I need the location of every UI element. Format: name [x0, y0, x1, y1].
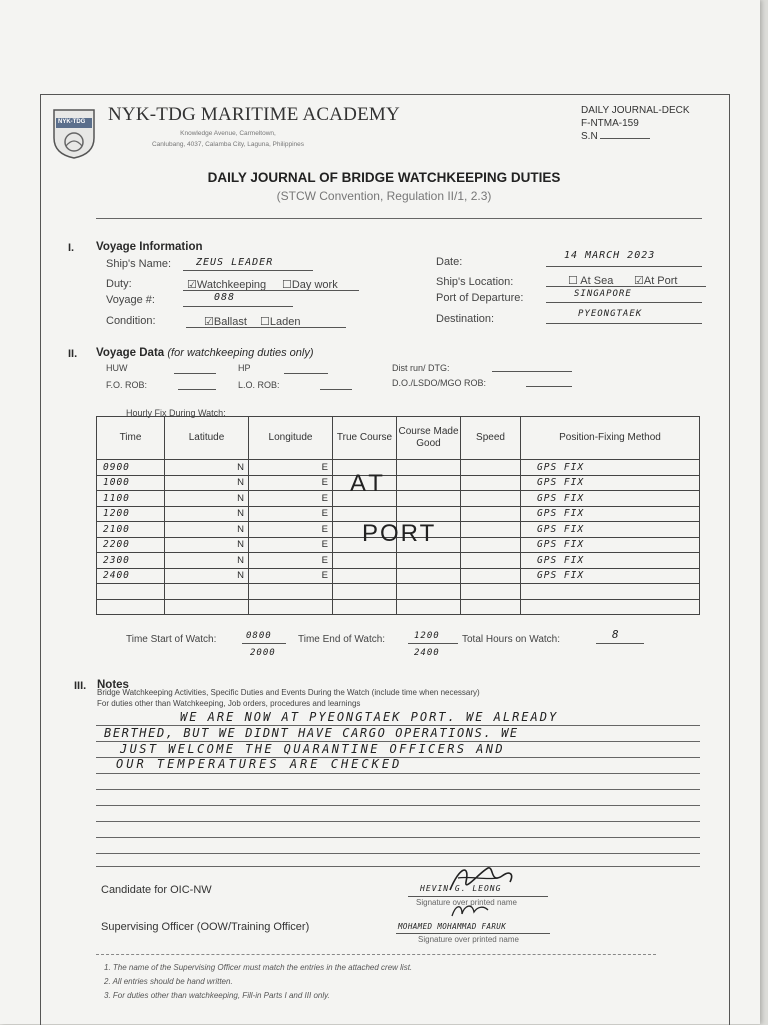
- time-cell: [97, 584, 165, 600]
- latitude-cell: [165, 584, 249, 600]
- voyage-label: Voyage #:: [106, 294, 155, 306]
- section-3-number: III.: [74, 680, 87, 692]
- table-row: [97, 568, 700, 584]
- time-start-value-2: 2000: [250, 648, 276, 658]
- method-cell: GPS FIX: [521, 475, 700, 491]
- table-row: [97, 599, 700, 615]
- port-of-departure-label: Port of Departure:: [436, 292, 524, 304]
- column-header: Time: [97, 417, 165, 460]
- method-cell: GPS FIX: [521, 506, 700, 522]
- notes-rule: [96, 853, 700, 854]
- time-cell: 0900: [97, 460, 165, 476]
- ships-name-line: [183, 270, 313, 271]
- section-3-title: Notes: [97, 679, 129, 691]
- table-row: [97, 553, 700, 569]
- address-line-2: Canlubang, 4037, Calamba City, Laguna, Philippines: [151, 141, 304, 148]
- section-2-number: II.: [68, 348, 78, 360]
- latitude-cell: N: [165, 475, 249, 491]
- logo-text: NYK-TDG: [58, 119, 86, 125]
- notes-line-4: OUR TEMPERATURES ARE CHECKED: [116, 757, 403, 771]
- footnote-1: 1. The name of the Supervising Officer must match the entries in the attached crew list.: [104, 963, 413, 972]
- condition-label: Condition:: [106, 315, 156, 327]
- hourly-fix-label: Hourly Fix During Watch:: [126, 408, 226, 418]
- condition-ballast-option: ☑Ballast: [204, 316, 247, 328]
- method-cell: GPS FIX: [521, 491, 700, 507]
- location-at-port-option: ☑At Port: [634, 275, 678, 287]
- at-port-overlay-2: PORT: [362, 520, 437, 547]
- method-cell: GPS FIX: [521, 537, 700, 553]
- ships-name-label: Ship's Name:: [106, 258, 172, 270]
- method-cell: [521, 599, 700, 615]
- column-header: Position-Fixing Method: [521, 417, 700, 460]
- longitude-cell: [249, 584, 333, 600]
- time-end-value-1: 1200: [414, 631, 440, 641]
- longitude-cell: [249, 599, 333, 615]
- lo-rob-label: L.O. ROB:: [238, 380, 280, 390]
- location-line: [546, 286, 706, 287]
- time-cell: 2200: [97, 537, 165, 553]
- duty-label: Duty:: [106, 278, 132, 290]
- form-number: F-NTMA-159: [581, 118, 639, 129]
- table-header-row: [97, 417, 700, 460]
- time-start-value-1: 0800: [246, 631, 272, 641]
- method-cell: GPS FIX: [521, 460, 700, 476]
- latitude-cell: N: [165, 506, 249, 522]
- column-header: Course Made Good: [397, 417, 461, 460]
- candidate-signature-caption: Signature over printed name: [416, 898, 517, 907]
- notes-rule: [96, 821, 700, 822]
- time-cell: 2300: [97, 553, 165, 569]
- notes-line-1: WE ARE NOW AT PYEONGTAEK PORT. WE ALREADY: [180, 710, 559, 724]
- time-cell: 1100: [97, 491, 165, 507]
- condition-laden-option: ☐Laden: [260, 316, 301, 328]
- do-rob-line: [526, 386, 572, 387]
- candidate-printed-name: HEVIN G. LEONG: [420, 884, 502, 893]
- destination-line: [546, 323, 702, 324]
- longitude-cell: E: [249, 460, 333, 476]
- latitude-cell: [165, 599, 249, 615]
- huw-label: HUW: [106, 363, 128, 373]
- latitude-cell: N: [165, 568, 249, 584]
- latitude-cell: N: [165, 491, 249, 507]
- officer-signature-line: [396, 933, 550, 934]
- longitude-cell: E: [249, 506, 333, 522]
- notes-rule: [96, 866, 700, 867]
- footer-divider: [96, 954, 656, 955]
- date-label: Date:: [436, 256, 463, 268]
- notes-description-2: For duties other than Watchkeeping, Job orders, procedures and learnings: [97, 699, 361, 708]
- duty-watchkeeping-option: ☑Watchkeeping: [187, 279, 267, 291]
- method-cell: GPS FIX: [521, 568, 700, 584]
- at-port-overlay-1: AT: [350, 470, 387, 497]
- time-end-label: Time End of Watch:: [298, 634, 386, 645]
- destination-label: Destination:: [436, 313, 495, 325]
- longitude-cell: E: [249, 522, 333, 538]
- footnote-2: 2. All entries should be hand written.: [104, 977, 233, 986]
- notes-line-3: JUST WELCOME THE QUARANTINE OFFICERS AND: [120, 742, 505, 756]
- total-hours-label: Total Hours on Watch:: [462, 634, 561, 645]
- address-line-1: Knowledge Avenue, Carmeltown,: [180, 130, 276, 137]
- latitude-cell: N: [165, 537, 249, 553]
- latitude-cell: N: [165, 553, 249, 569]
- hourly-fix-table: [96, 416, 700, 615]
- ships-location-label: Ship's Location:: [436, 276, 514, 288]
- table-row: [97, 460, 700, 476]
- time-start-label: Time Start of Watch:: [126, 634, 217, 645]
- candidate-signature-line: [408, 896, 548, 897]
- duty-line: [183, 290, 359, 291]
- hp-label: HP: [238, 363, 251, 373]
- longitude-cell: E: [249, 491, 333, 507]
- notes-rule: [96, 805, 700, 806]
- do-rob-label: D.O./LSDO/MGO ROB:: [392, 378, 487, 388]
- date-value: 14 MARCH 2023: [564, 250, 656, 261]
- fo-rob-label: F.O. ROB:: [106, 380, 148, 390]
- time-cell: [97, 599, 165, 615]
- ships-name-value: ZEUS LEADER: [196, 257, 274, 268]
- notes-rule: [96, 773, 700, 774]
- fo-rob-line: [178, 389, 216, 390]
- page-subtitle: (STCW Convention, Regulation II/1, 2.3): [276, 189, 492, 203]
- time-end-value-2: 2400: [414, 648, 440, 658]
- time-end-line: [408, 643, 458, 644]
- notes-rule: [96, 789, 700, 790]
- officer-printed-name: MOHAMED MOHAMMAD FARUK: [398, 922, 507, 931]
- method-cell: GPS FIX: [521, 522, 700, 538]
- dist-run-line: [492, 371, 572, 372]
- column-header: True Course: [333, 417, 397, 460]
- doc-type: DAILY JOURNAL-DECK: [581, 105, 690, 116]
- huw-line: [174, 373, 216, 374]
- notes-line-2: BERTHED, BUT WE DIDNT HAVE CARGO OPERATIONS. WE: [104, 726, 519, 740]
- academy-name: NYK-TDG MARITIME ACADEMY: [108, 104, 400, 125]
- notes-rule: [96, 837, 700, 838]
- supervising-officer-label: Supervising Officer (OOW/Training Officer): [101, 921, 310, 933]
- serial-number-label: S.N: [581, 130, 690, 143]
- time-cell: 2100: [97, 522, 165, 538]
- table-row: [97, 475, 700, 491]
- total-hours-value: 8: [612, 628, 620, 641]
- total-hours-line: [596, 643, 644, 644]
- section-1-number: I.: [68, 242, 75, 254]
- column-header: Longitude: [249, 417, 333, 460]
- academy-logo: [52, 108, 96, 160]
- port-of-departure-value: SINGAPORE: [574, 289, 632, 299]
- divider: [96, 218, 702, 219]
- location-at-sea-option: ☐ At Sea: [568, 275, 614, 287]
- time-start-line: [242, 643, 286, 644]
- latitude-cell: N: [165, 522, 249, 538]
- time-cell: 1000: [97, 475, 165, 491]
- method-cell: [521, 584, 700, 600]
- destination-value: PYEONGTAEK: [578, 309, 643, 319]
- page-title: DAILY JOURNAL OF BRIDGE WATCHKEEPING DUTIES: [207, 170, 561, 185]
- longitude-cell: E: [249, 475, 333, 491]
- longitude-cell: E: [249, 568, 333, 584]
- table-row: [97, 584, 700, 600]
- section-1-title: Voyage Information: [96, 241, 203, 253]
- time-cell: 1200: [97, 506, 165, 522]
- voyage-line: [183, 306, 293, 307]
- condition-line: [186, 327, 346, 328]
- candidate-label: Candidate for OIC-NW: [101, 884, 212, 896]
- column-header: Speed: [461, 417, 521, 460]
- section-2-title: Voyage Data (for watchkeeping duties only): [96, 347, 314, 359]
- duty-daywork-option: ☐Day work: [282, 279, 338, 291]
- notes-description-1: Bridge Watchkeeping Activities, Specific Duties and Events During the Watch (include time when necessary): [97, 688, 480, 697]
- method-cell: GPS FIX: [521, 553, 700, 569]
- form-reference: [581, 104, 690, 143]
- longitude-cell: E: [249, 553, 333, 569]
- footnote-3: 3. For duties other than watchkeeping, Fill-in Parts I and III only.: [104, 991, 330, 1000]
- departure-line: [546, 302, 702, 303]
- table-row: [97, 491, 700, 507]
- column-header: Latitude: [165, 417, 249, 460]
- voyage-value: 088: [214, 292, 236, 303]
- officer-signature-caption: Signature over printed name: [418, 935, 519, 944]
- officer-signature: [448, 900, 492, 920]
- dist-run-label: Dist run/ DTG:: [392, 363, 450, 373]
- longitude-cell: E: [249, 537, 333, 553]
- time-cell: 2400: [97, 568, 165, 584]
- date-line: [546, 266, 702, 267]
- lo-rob-line: [320, 389, 352, 390]
- hp-line: [284, 373, 328, 374]
- latitude-cell: N: [165, 460, 249, 476]
